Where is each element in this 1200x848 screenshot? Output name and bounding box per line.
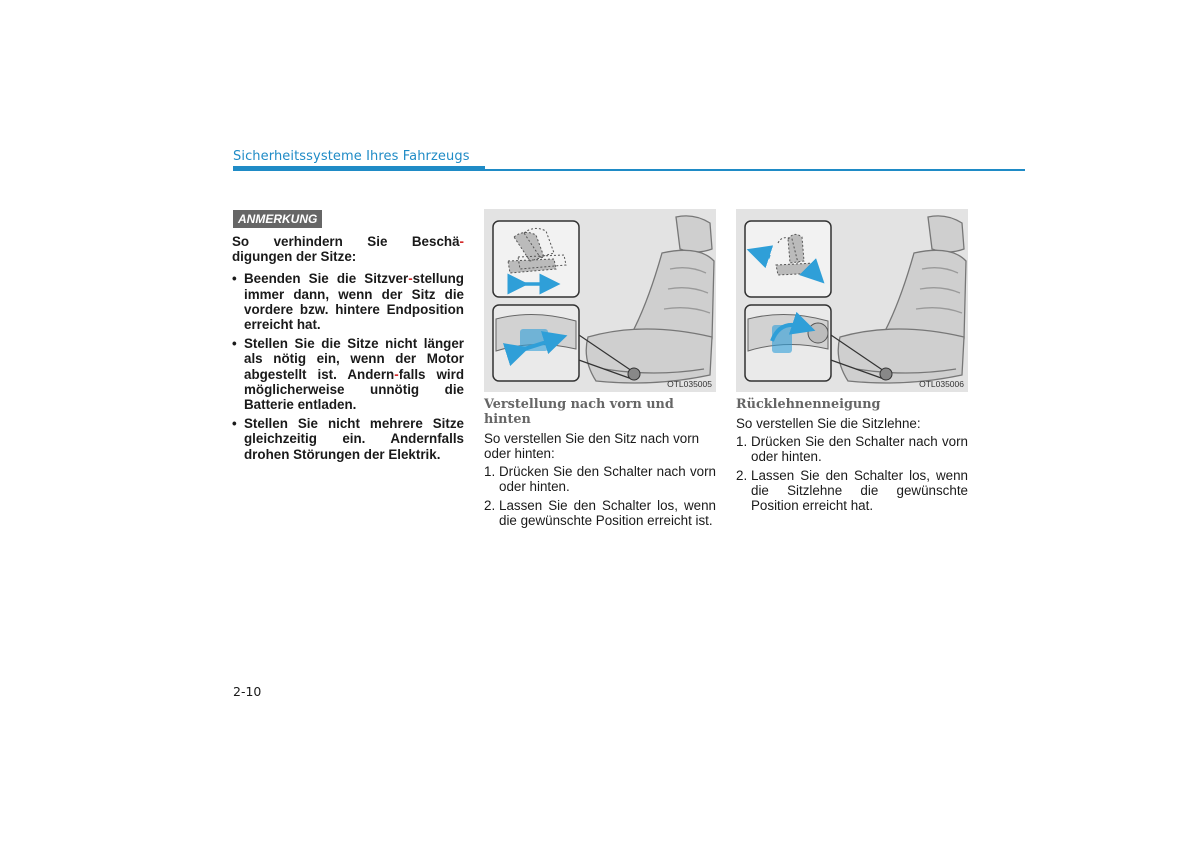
- note-bullet: • Beenden Sie die Sitzver-stellung immer dann, wenn der Sitz die vordere bzw. hintere Endposition erreicht hat.: [232, 271, 464, 332]
- step-item: 1. Drücken Sie den Schalter nach vorn oder hinten.: [484, 464, 716, 494]
- step-item: 1. Drücken Sie den Schalter nach vorn oder hinten.: [736, 434, 968, 464]
- section-seat-slide: [484, 397, 716, 532]
- page-number: 2-10: [233, 684, 262, 699]
- section-heading: Rücklehnenneigung: [736, 397, 881, 412]
- seat-slide-illustration: [484, 209, 716, 392]
- inset-seat-outline: [493, 221, 579, 297]
- note-bullet-list: [232, 271, 464, 461]
- section-backrest: [736, 397, 968, 517]
- section-intro: So verstellen Sie die Sitzlehne:: [736, 416, 921, 431]
- step-list: [736, 434, 968, 513]
- step-list: [484, 464, 716, 528]
- step-item: 2. Lassen Sie den Schalter los, wenn die Sitzlehne die gewünschte Position erreicht hat.: [736, 468, 968, 513]
- seat-drawing: [586, 216, 714, 383]
- figure-code: OTL035006: [919, 379, 964, 389]
- inset-switch-closeup: [745, 305, 831, 381]
- inset-seat-outline: [745, 221, 831, 297]
- header-rule-accent: [233, 166, 485, 171]
- section-intro: So verstellen Sie den Sitz nach vorn oder hinten:: [484, 431, 700, 461]
- inset-switch-closeup: [493, 305, 579, 381]
- note-badge: ANMERKUNG: [233, 210, 322, 228]
- note-body: [232, 234, 464, 466]
- backrest-recline-illustration: [736, 209, 968, 392]
- note-intro: So verhindern Sie Beschä- digungen der Sitze:: [232, 234, 464, 265]
- section-header-title: Sicherheitssysteme Ihres Fahrzeugs: [233, 149, 470, 164]
- step-item: 2. Lassen Sie den Schalter los, wenn die gewünschte Position erreicht ist.: [484, 498, 716, 528]
- seat-drawing: [838, 216, 966, 383]
- note-bullet: • Stellen Sie nicht mehrere Sitze gleichzeitig ein. Andernfalls drohen Störungen der Elektrik.: [232, 416, 464, 462]
- note-bullet: • Stellen Sie die Sitze nicht länger als nötig ein, wenn der Motor abgestellt ist. Andern-falls wird möglicherweise unnötig die Batterie entladen.: [232, 336, 464, 412]
- section-heading: Verstellung nach vorn und hinten: [484, 397, 674, 427]
- figure-code: OTL035005: [667, 379, 712, 389]
